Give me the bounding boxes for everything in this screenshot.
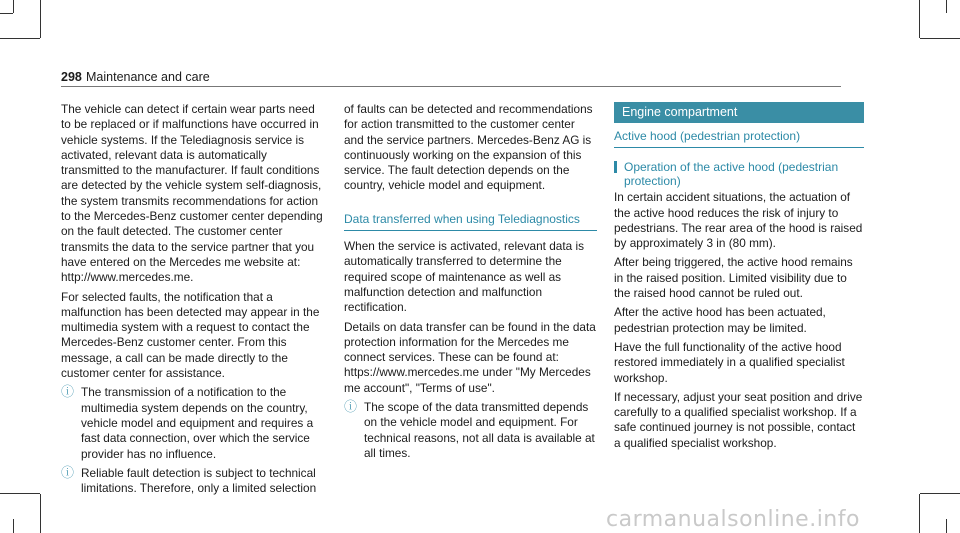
crop-mark-tr-v <box>919 0 920 38</box>
paragraph: After being triggered, the active hood remains in the raised position. Limited visibility due to the raised hood cannot be ruled out. <box>614 255 853 301</box>
crop-mark-tl-v <box>40 0 41 38</box>
crop-mark-br-h <box>920 493 960 494</box>
note-text: Reliable fault detection is subject to technical limitations. Therefore, only a limited selection <box>81 465 317 496</box>
sub-heading-active-hood: Active hood (pedestrian protection) <box>614 129 864 148</box>
operation-heading-text: Operation of the active hood (pedestrian protection) <box>624 160 839 189</box>
column-2 <box>344 102 597 465</box>
crop-mark-tl-h2 <box>0 13 13 14</box>
paragraph: If necessary, adjust your seat position and drive carefully to a qualified specialist workshop. If a safe continued journey is not possible, contact a qualified specialist workshop. <box>614 389 863 450</box>
crop-mark-bl-v2 <box>13 519 14 533</box>
paragraph: Have the full functionality of the active hood restored immediately in a qualified specialist workshop. <box>614 339 845 385</box>
paragraph: For selected faults, the notification that a malfunction has been detected may appear in the multimedia system with a request to contact the Mercedes-Benz customer center. From this message, a call can be made directly to the customer center for assistance. <box>61 289 320 381</box>
crop-mark-bl-v <box>40 494 41 533</box>
paragraph: The vehicle can detect if certain wear parts need to be replaced or if malfunctions have occurred in vehicle systems. If the Telediagnosis service is activated, relevant data is automatically transmitted to the manufacturer. If fault conditions are detected by the vehicle system self-diagnosis, the system transmits recommendations for action to the Mercedes-Benz customer center depending on the fault detected. The customer center transmits the data to the service partner that you have entered on the Mercedes me website at: http://www.mercedes.me. <box>61 102 323 285</box>
paragraph: In certain accident situations, the actuation of the active hood reduces the risk of injury to pedestrians. The rear area of the hood is raised by approximately 3 in (80 mm). <box>614 190 863 251</box>
crop-mark-tl-v2 <box>13 0 14 13</box>
crop-mark-tl-h <box>0 38 40 39</box>
column-1 <box>61 102 326 500</box>
note <box>61 466 326 497</box>
paragraph: Details on data transfer can be found in the data protection information for the Mercedes me connect services. These can be found at: https://www.mercedes.me under "My Mercedes me account", "Terms of use". <box>344 319 596 395</box>
operation-heading <box>614 160 864 188</box>
crop-mark-bl-h <box>0 493 40 494</box>
note <box>344 400 597 461</box>
paragraph: After the active hood has been actuated, pedestrian protection may be limited. <box>614 305 826 335</box>
header-rule <box>61 86 841 87</box>
section-heading: Data transferred when using Telediagnostics <box>344 212 597 231</box>
note-text: The scope of the data transmitted depends on the vehicle model and equipment. For technical reasons, not all data is available at all times. <box>364 400 595 460</box>
heading-marker <box>614 161 617 173</box>
note <box>61 385 326 461</box>
paragraph: of faults can be detected and recommendations for action transmitted to the customer center and the service partners. Mercedes-Benz AG is continuously working on the expansion of this service. The fault detection depends on the country, vehicle model and equipment. <box>344 102 593 193</box>
info-circle-icon: ⓘ <box>61 384 75 400</box>
crop-mark-tr-v2 <box>946 0 947 13</box>
column-3 <box>614 102 864 455</box>
section-bar-engine-compartment: Engine compartment <box>614 102 864 123</box>
paragraph: When the service is activated, relevant data is automatically transferred to determine the required scope of maintenance as well as malfunction detection and malfunction rectification. <box>344 239 584 315</box>
crop-mark-tr-h <box>920 38 960 39</box>
page-number: 298 <box>61 70 82 84</box>
crop-mark-br-v2 <box>946 519 947 533</box>
info-circle-icon: ⓘ <box>61 464 75 480</box>
crop-mark-br-v <box>919 494 920 533</box>
page-section-title: Maintenance and care <box>86 70 210 84</box>
info-circle-icon: ⓘ <box>344 399 358 415</box>
watermark: carmanualsonline.info <box>606 507 860 532</box>
note-text: The transmission of a notification to the multimedia system depends on the country, vehicle model and equipment and requires a fast data connection, over which the service provider has no influence. <box>81 385 314 461</box>
